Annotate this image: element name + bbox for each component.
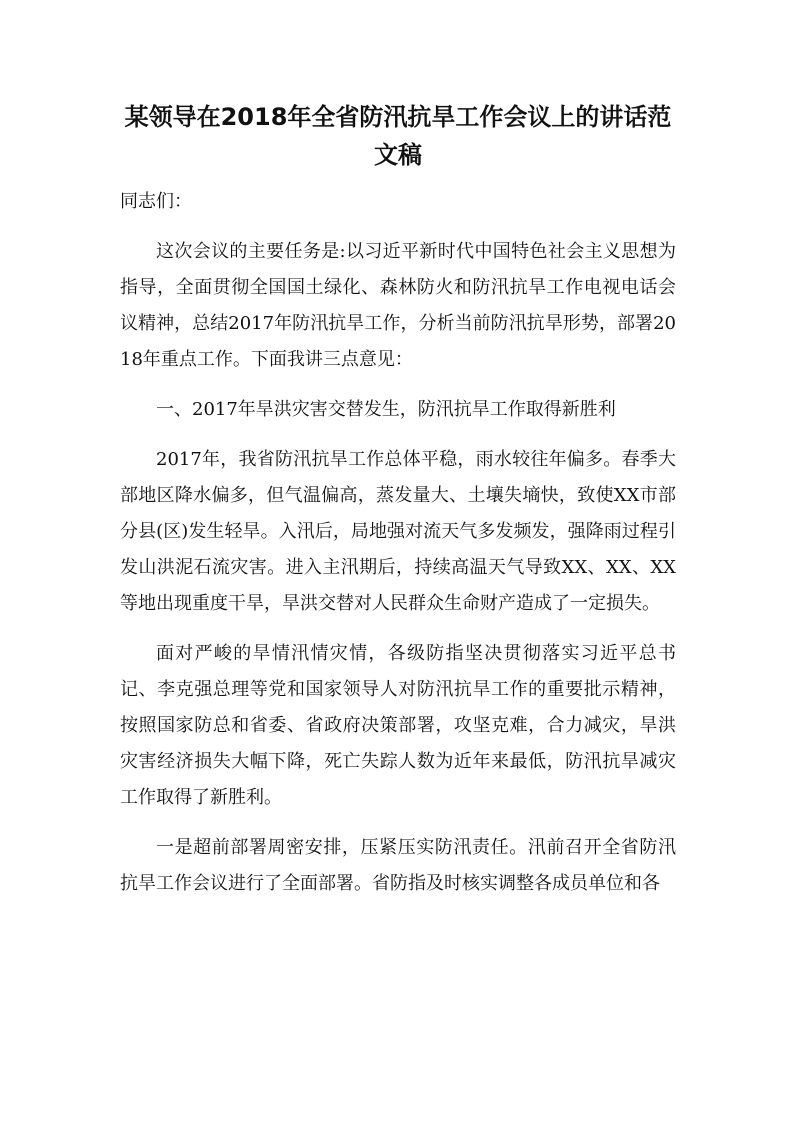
- paragraph-2017-summary: 2017年，我省防汛抗旱工作总体平稳，雨水较往年偏多。春季大部地区降水偏多，但气温偏高，蒸发量大、土壤失墒快，致使XX市部分县(区)发生轻旱。入汛后，局地强对流天气多发频发，强降雨过程引发山洪泥石流灾害。进入主汛期后，持续高温天气导致XX、XX、XX等地出现重度干旱，旱洪交替对人民群众生命财产造成了一定损失。: [120, 449, 676, 614]
- document-page: [120, 98, 676, 916]
- paragraph-intro: 这次会议的主要任务是:以习近平新时代中国特色社会主义思想为指导，全面贯彻全国国土绿化、森林防火和防汛抗旱工作电视电话会议精神，总结2017年防汛抗旱工作，分析当前防汛抗旱形势，部署2018年重点工作。下面我讲三点意见：: [120, 241, 676, 370]
- section-heading-1: 一、2017年旱洪灾害交替发生，防汛抗旱工作取得新胜利: [156, 399, 616, 420]
- document-title: [120, 98, 676, 174]
- paragraph-point-one: 一是超前部署周密安排，压紧压实防汛责任。汛前召开全省防汛抗旱工作会议进行了全面部署。省防指及时核实调整各成员单位和各: [120, 837, 676, 894]
- title-line-2: 文稿: [374, 141, 422, 169]
- salutation: 同志们：: [120, 191, 192, 212]
- title-line-1: 某领导在2018年全省防汛抗旱工作会议上的讲话范: [124, 103, 672, 131]
- paragraph-response: 面对严峻的旱情汛情灾情，各级防指坚决贯彻落实习近平总书记、李克强总理等党和国家领导人对防汛抗旱工作的重要批示精神，按照国家防总和省委、省政府决策部署，攻坚克难，合力减灾，旱洪灾害经济损失大幅下降，死亡失踪人数为近年来最低，防汛抗旱减灾工作取得了新胜利。: [120, 643, 676, 808]
